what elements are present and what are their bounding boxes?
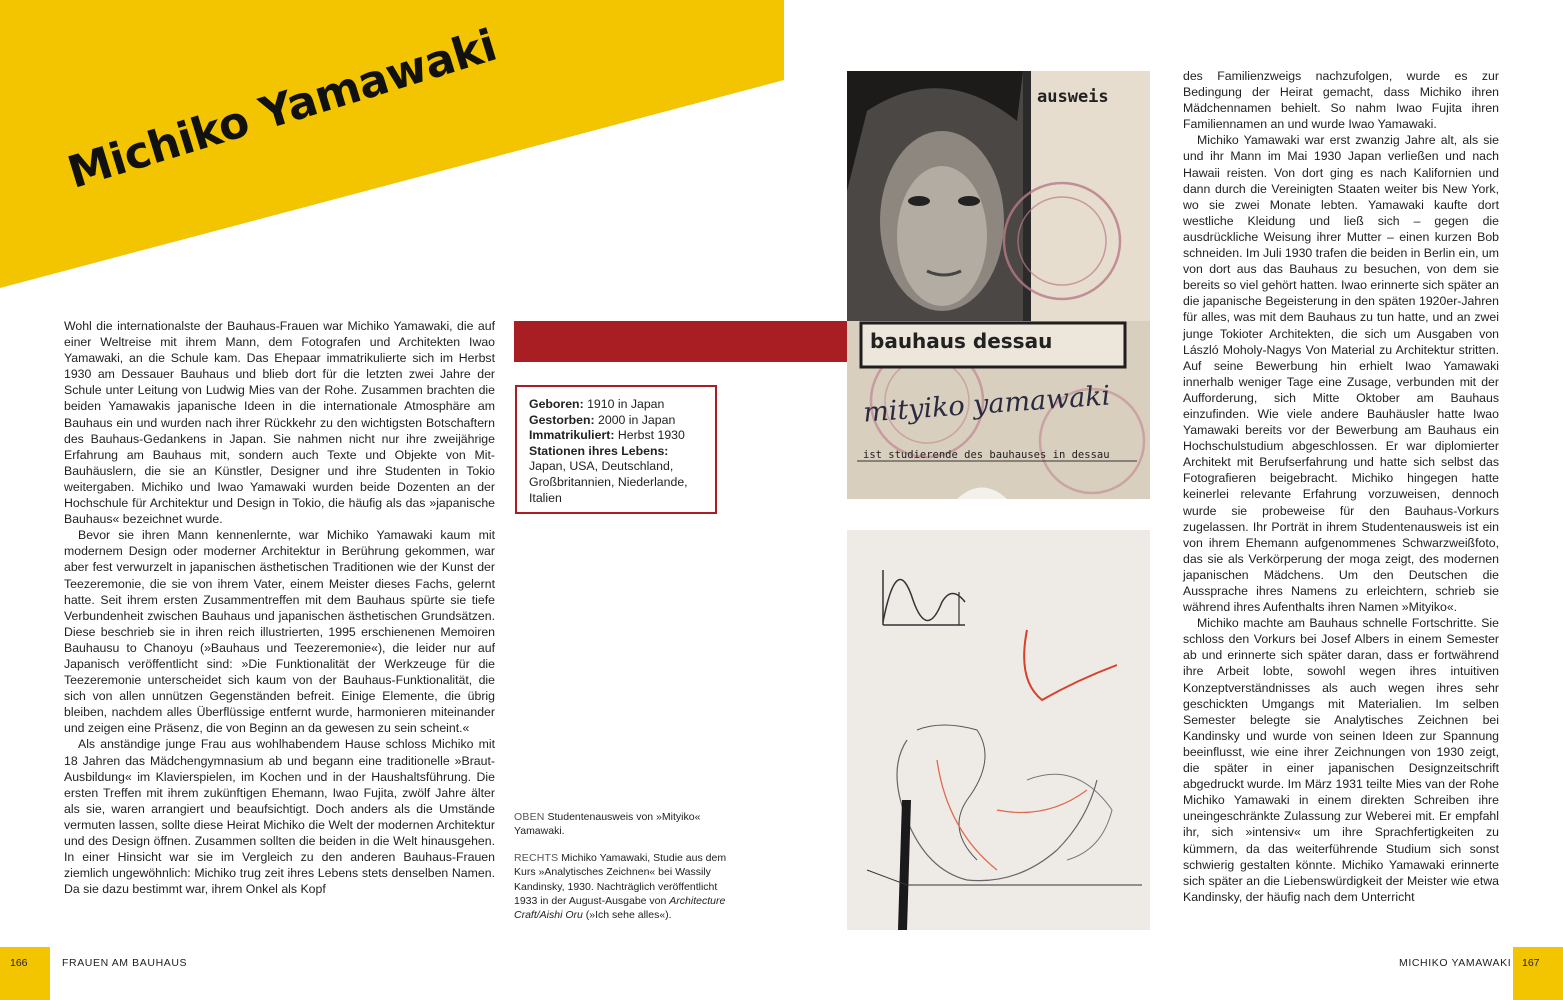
id-school-label: bauhaus dessau xyxy=(870,329,1053,353)
caption-right xyxy=(514,851,729,922)
running-head-left: FRAUEN AM BAUHAUS xyxy=(62,957,188,969)
caption-text: Studentenausweis von »Mityiko« Yamawaki. xyxy=(514,811,701,838)
born-row xyxy=(529,397,703,413)
paragraph: Michiko machte am Bauhaus schnelle Fortschritte. Sie schloss den Vorkurs bei Josef Albers in einem Semester ab und erinnerte sich später daran, dass er fortwährend ihre Arbeit lobte, sowohl wegen ihres intuitiven Konzeptverständnisses als auch wegen ihres sehr geschickten Umgangs mit Materialien. Im selben Semester belegte sie Analytisches Zeichnen bei Kandinsky und wurde von seinen Ideen zur Spannung beeinflusst, wie eine ihrer Zeichnungen von 1930 zeigt, die später in einer japanischen Designzeitschrift abgedruckt wurde. Im März 1931 teilte Mies van der Rohe Michiko Yamawaki in einem direkten Schreiben ihre uneingeschränkte Zulassung zur Weberei mit. Er empfahl ihr, sich »intensiv« um ihre Sprachfertigkeiten zu kümmern, da das weiterführende Studium sich sonst schwierig gestalten könnte. Michiko Yamawaki erinnerte sich später an die Liebenswürdigkeit der Meister wie etwa Kandinsky, der häufig nach dem Unterricht xyxy=(1183,616,1499,904)
enrolled-label: Immatrikuliert: xyxy=(529,428,615,443)
footer-corner-right xyxy=(1513,947,1563,1000)
right-text-column xyxy=(1183,68,1499,905)
student-id-artwork xyxy=(847,71,1150,499)
stations-value: Japan, USA, Deutschland, Großbritannien, Niederlande, Italien xyxy=(529,459,688,505)
caption-text: Michiko Yamawaki, Studie aus dem Kurs »Analytisches Zeichnen« bei Wassily Kandinsky, 1930. Nachträglich veröffentlicht 1933 in der August-Ausgabe von xyxy=(514,852,727,907)
stations-label: Stationen ihres Lebens: xyxy=(529,443,669,458)
caption-tag: OBEN xyxy=(514,811,545,823)
caption-tag: RECHTS xyxy=(514,852,559,864)
born-value: 1910 in Japan xyxy=(587,397,665,411)
died-value: 2000 in Japan xyxy=(598,412,676,427)
paragraph: Bevor sie ihren Mann kennenlernte, war Michiko Yamawaki kaum mit modernem Design oder moderner Architektur in Berührung gekommen, war aber fest verwurzelt in japanischen ästhetischen Traditionen wie der Kunst der Teezeremonie, die sie von ihrem Vater, einem Meister dieses Fachs, gelernt hatte. Seit ihrem ersten Zusammentreffen mit dem Bauhaus spürte sie tiefe Verbundenheit zwischen Bauhaus und japanischen ästhetischen Grundsätzen. Diese beschrieb sie in ihren reich illustrierten, 1995 erschienenen Memoiren Bauhausu to Chanoyu (»Bauhaus und Teezeremonie«), die leider nur auf Japanisch veröffentlicht sind: »Die Funktionalität der Werkzeuge für die Teezeremonie unterscheidet sich kaum von der Bauhaus-Funktionalität, die sich von allen unnützen Gegenständen befreit. Einige Elemente, die übrig bleiben, nachdem alles Überflüssige entfernt wurde, harmonieren miteinander und zeigen eine Präsenz, die von Beginn an da gewesen zu sein scheint.« xyxy=(64,528,495,736)
page-title: Michiko Yamawaki xyxy=(62,19,503,199)
id-ausweis-label: ausweis xyxy=(1037,87,1109,107)
drawing-artwork xyxy=(847,530,1150,930)
page-number-left: 166 xyxy=(10,957,28,969)
id-student-line: ist studierende des bauhauses in dessau xyxy=(863,449,1110,461)
caption-top xyxy=(514,810,729,839)
left-text-column xyxy=(64,318,495,897)
footer-corner-left xyxy=(0,947,50,1000)
caption-publication: Architecture Craft/Aishi Oru xyxy=(514,894,726,922)
biography-infobox xyxy=(515,385,717,514)
died-row xyxy=(529,413,703,429)
paragraph: Michiko Yamawaki war erst zwanzig Jahre alt, als sie und ihr Mann im Mai 1930 Japan verließen und nach Hawaii reisten. Von dort ging es nach Kalifornien und dann durch die Vereinigten Staaten weiter bis New York, wo sie zwei Monate lebten. Yamawaki kaufte dort westliche Kleidung und ließ sich – gegen die ausdrückliche Weisung ihrer Mutter – einen kurzen Bob schneiden. Im Juli 1930 trafen die beiden in Berlin ein, um von dort aus das Bauhaus zu besuchen, von dem sie bereits so viel gehört hatten. Iwao erinnerte sich später an die japanische Begeisterung in den späten 1920er-Jahren für alles, was mit dem Bauhaus zu tun hatte, und an zwei junge Tokioter Architekten, die sich um Ausgaben von László Moholy-Nagys Von Material zu Architektur stritten. Auf seine Bewerbung hin erhielt Iwao Yamawaki innerhalb weniger Tage eine Zusage, verbunden mit der Aufforderung, sich Mitte Oktober am Bauhaus einzufinden. Wie viele andere Bauhäusler hatte Iwao Yamawaki bereits vor der Bewerbung am Bauhaus ein Hochschulstudium abgeschlossen. Er war diplomierter Architekt mit Berufserfahrung und hatte sich selbst das Fotografieren beigebracht. Michiko hingegen hatte keinerlei relevante Erfahrung vorzuweisen, dennoch wurde sie probeweise für den Bauhaus-Vorkurs zugelassen. Ihr Porträt in ihrem Studentenausweis ist ein von ihrem Ehemann aufgenommenes Schwarzweißfoto, das sie als Verkörperung der moga zeigt, des modernen japanischen Mädchens. Um den Deutschen die Aussprache ihres Namens zu erleichtern, schrieb sie während ihres Aufenthalts ihren Namen »Mityiko«. xyxy=(1183,133,1499,615)
running-head-right: MICHIKO YAMAWAKI xyxy=(1399,957,1512,969)
enrolled-value: Herbst 1930 xyxy=(617,428,685,443)
paragraph: Wohl die internationalste der Bauhaus-Frauen war Michiko Yamawaki, die auf einer Weltreise mit ihrem Mann, dem Fotografen und Architekten Iwao Yamawaki, an die Schule kam. Das Ehepaar immatrikulierte sich im Herbst 1930 am Dessauer Bauhaus und blieb dort für die letzten zwei Jahre der Schule unter Leitung von Ludwig Mies van der Rohe. Zusammen brachten die beiden Yamawakis japanische Ideen in die internationale Atmosphäre am Bauhaus ein und wurden nach ihrer Rückkehr zu den wichtigsten Botschaftern des Bauhaus-Gedankens in Japan. Sie nahmen nicht nur ihre zweijährige Erfahrung am Bauhaus mit, sondern auch Texte und Objekte von Mit-Bauhäuslern, die sie an Künstler, Designer und ihre Studenten in Tokio weitergaben. Michiko und Iwao Yamawaki wurden beide Dozenten an der Hochschule für Architektur und Design in Tokio, die häufig als das »japanische Bauhaus« bezeichnet wurde. xyxy=(64,319,495,527)
student-id-photo xyxy=(847,71,1150,499)
paragraph: des Familienzweigs nachzufolgen, wurde es zur Bedingung der Heirat gemacht, dass Michiko ihren Mädchennamen behielt. So nahm Iwao Fujita ihren Familiennamen an und wurde Iwao Yamawaki. xyxy=(1183,69,1499,132)
paragraph: Als anständige junge Frau aus wohlhabendem Hause schloss Michiko mit 18 Jahren das Mädchengymnasium ab und begann eine traditionelle »Braut-Ausbildung« im Klavierspielen, im Kochen und in der Haushaltsführung. Die ersten Treffen mit ihrem zukünftigen Ehemann, Iwao Fujita, zwölf Jahre älter als sie, waren arrangiert und beaufsichtigt. Doch anders als die Umstände vermuten lassen, sollte diese Heirat Michiko die Welt der modernen Architektur und des Design öffnen. Zusammen sollten die beiden in die Welt hinausgehen. In einer Hinsicht war sie im Vergleich zu den anderen Bauhaus-Frauen ziemlich ungewöhnlich: Michiko trug zeit ihres Lebens stets denselben Namen. Da sie dazu bestimmt war, ihrem Onkel als Kopf xyxy=(64,737,495,897)
page-number-right: 167 xyxy=(1522,957,1540,969)
stations-row xyxy=(529,444,703,506)
red-accent-bar xyxy=(514,321,848,362)
kandinsky-study-drawing xyxy=(847,530,1150,930)
enrolled-row xyxy=(529,428,703,444)
id-signature: mityiko yamawaki xyxy=(862,380,1112,429)
died-label: Gestorben: xyxy=(529,412,595,427)
caption-text-end: (»Ich sehe alles«). xyxy=(585,909,672,922)
born-label: Geboren: xyxy=(529,397,584,411)
